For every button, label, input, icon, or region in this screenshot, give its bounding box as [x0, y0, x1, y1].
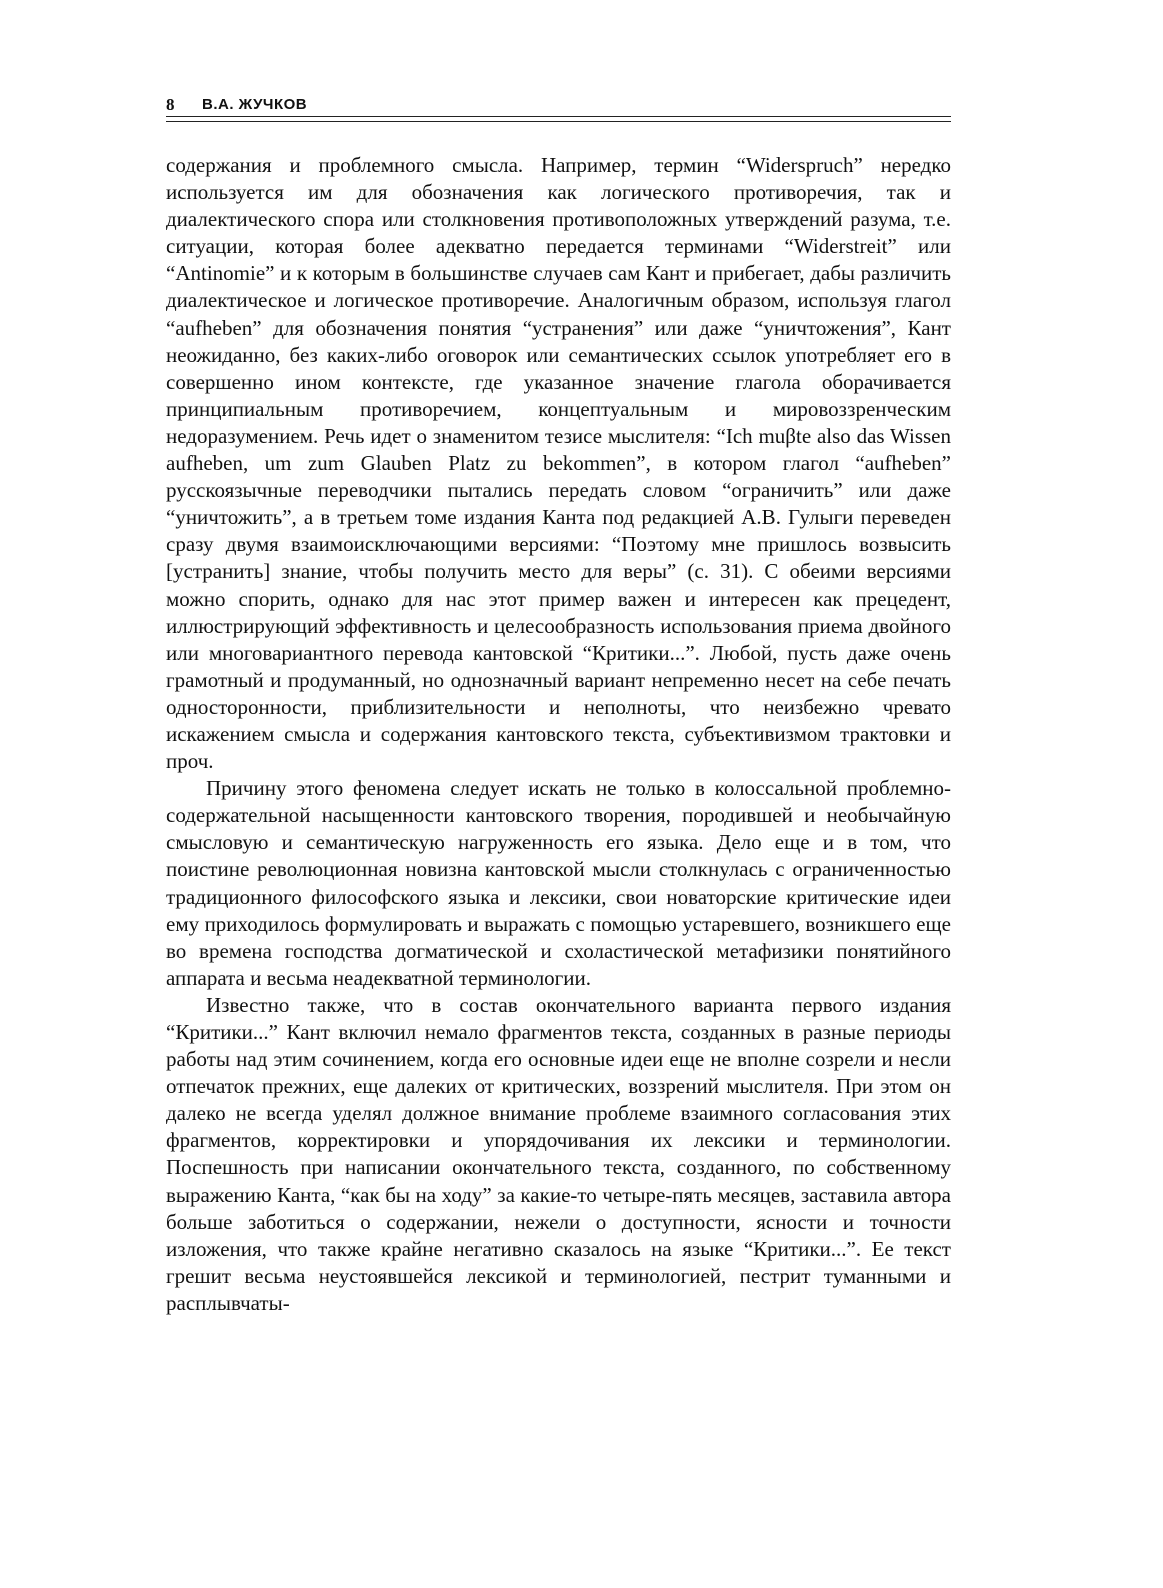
paragraph: Известно также, что в состав окончательного варианта первого издания “Критики...” Кант включил немало фрагментов текста, созданных в разные периоды работы над этим сочинением, когда его основные идеи еще не вполне созрели и несли отпечаток прежних, еще далеких от критических, воззрений мыслителя. При этом он далеко не всегда уделял должное внимание проблеме взаимного согласования этих фрагментов, корректировки и упорядочивания их лексики и терминологии. Поспешность при написании окончательного текста, созданного, по собственному выражению Канта, “как бы на ходу” за какие-то четыре-пять месяцев, заставила автора больше заботиться о содержании, нежели о доступности, ясности и точности изложения, что также крайне негативно сказалось на языке “Критики...”. Ее текст грешит весьма неустоявшейся лексикой и терминологией, пестрит туманными и расплывчаты- — [166, 992, 951, 1315]
running-head — [166, 88, 951, 118]
header-rule-thin — [166, 121, 951, 122]
header-rule — [166, 116, 951, 117]
book-page — [166, 88, 951, 1317]
paragraph-continued: содержания и проблемного смысла. Например, термин “Widerspruch” нередко используется им для обозначения как логического противоречия, так и диалектического спора или столкновения противоположных утверждений разума, т.е. ситуации, которая более адекватно передается терминами “Widerstreit” или “Antinomie” и к которым в большинстве случаев сам Кант и прибегает, дабы различить диалектическое и логическое противоречие. Аналогичным образом, используя глагол “aufheben” для обозначения понятия “устранения” или даже “уничтожения”, Кант неожиданно, без каких-либо оговорок или семантических ссылок употребляет его в совершенно ином контексте, где указанное значение глагола оборачивается принципиальным противоречием, концептуальным и мировоззренческим недоразумением. Речь идет о знаменитом тезисе мыслителя: “Ich muβte also das Wissen aufheben, um zum Glauben Platz zu bekommen”, в котором глагол “aufheben” русскоязычные переводчики пытались передать словом “ограничить” или даже “уничтожить”, а в третьем томе издания Канта под редакцией А.В. Гулыги переведен сразу двумя взаимоисключающими версиями: “Поэтому мне пришлось возвысить [устранить] знание, чтобы получить место для веры” (с. 31). С обеими версиями можно спорить, однако для нас этот пример важен и интересен как прецедент, иллюстрирующий эффективность и целесообразность использования приема двойного или многовариантного перевода кантовской “Критики...”. Любой, пусть даже очень грамотный и продуманный, но однозначный вариант непременно несет на себе печать односторонности, приблизительности и неполноты, что неизбежно чревато искажением смысла и содержания кантовского текста, субъективизмом трактовки и проч. — [166, 153, 951, 774]
page-number: 8 — [166, 95, 175, 114]
body-text — [166, 152, 951, 1317]
running-head-author: В.А. ЖУЧКОВ — [202, 96, 308, 113]
paragraph: Причину этого феномена следует искать не только в колоссальной проблемно-содержательной насыщенности кантовского творения, породившей и необычайную смысловую и семантическую нагруженность его языка. Дело еще и в том, что поистине революционная новизна кантовской мысли столкнулась с ограниченностью традиционного философского языка и лексики, свои новаторские критические идеи ему приходилось формулировать и выражать с помощью устаревшего, возникшего еще во времена господства догматической и схоластической метафизики понятийного аппарата и весьма неадекватной терминологии. — [166, 776, 951, 990]
